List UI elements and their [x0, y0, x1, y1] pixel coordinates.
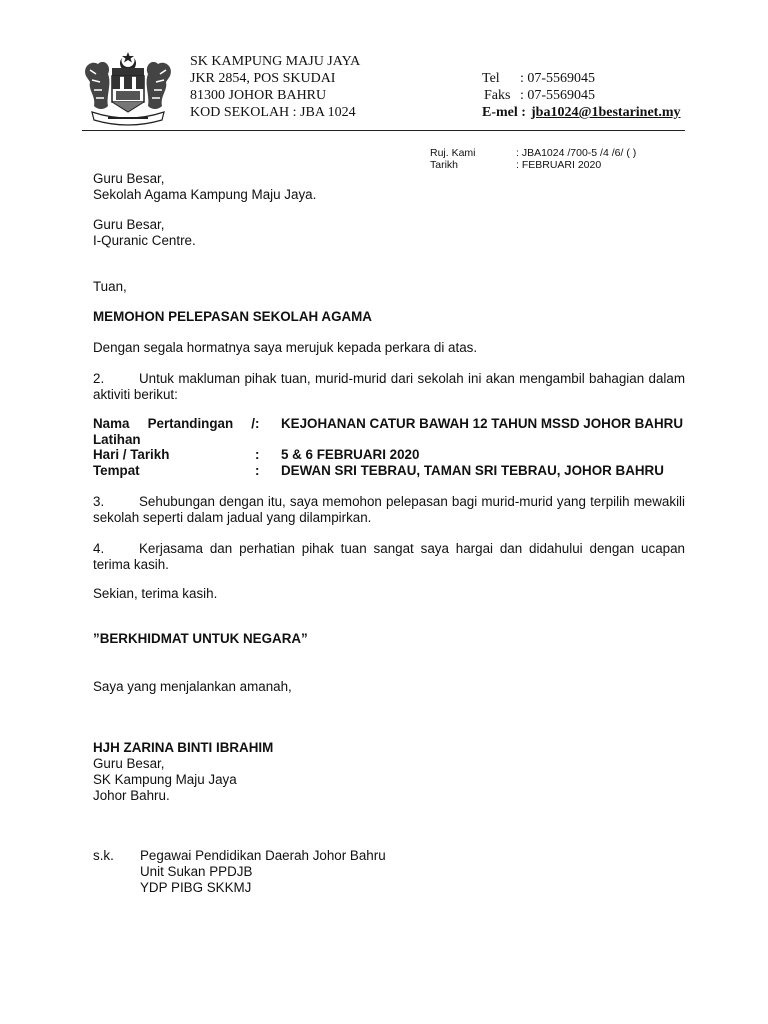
paragraph-3-number: 3.	[93, 494, 105, 509]
signatory-name: HJH ZARINA BINTI IBRAHIM	[93, 740, 274, 755]
paragraph-1: Dengan segala hormatnya saya merujuk kepada perkara di atas.	[93, 340, 478, 355]
tel-label: Tel	[482, 71, 500, 86]
paragraph-4-number: 4.	[93, 541, 105, 556]
date-label: Tarikh	[430, 159, 459, 171]
cc-item: YDP PIBG SKKMJ	[140, 880, 252, 895]
fax-label: Faks	[484, 88, 511, 103]
paragraph-4	[93, 541, 685, 572]
detail-label: Tempat	[93, 462, 140, 478]
school-code: KOD SEKOLAH : JBA 1024	[190, 105, 356, 120]
paragraph-4-text: Kerjasama dan perhatian pihak tuan sangat saya hargai dan didahului dengan ucapan terima kasih.	[93, 541, 685, 572]
ref-value: : JBA1024 /700-5 /4 /6/ ( )	[516, 147, 637, 159]
email-label: E-mel :	[482, 105, 526, 120]
salutation: Tuan,	[93, 279, 127, 294]
ref-label: Ruj. Kami	[430, 147, 476, 159]
signatory-school: SK Kampung Maju Jaya	[93, 772, 237, 787]
subject-heading: MEMOHON PELEPASAN SEKOLAH AGAMA	[93, 309, 372, 324]
recipient-1-title: Guru Besar,	[93, 171, 165, 186]
detail-value: KEJOHANAN CATUR BAWAH 12 TAHUN MSSD JOHOR BAHRU	[281, 416, 683, 431]
date-value: : FEBRUARI 2020	[516, 159, 602, 171]
paragraph-2	[93, 371, 685, 402]
detail-label: Hari / Tarikh	[93, 447, 170, 462]
address-line-2: 81300 JOHOR BAHRU	[190, 88, 327, 103]
paragraph-2-text: Untuk makluman pihak tuan, murid-murid dari sekolah ini akan mengambil bahagian dalam aktiviti berikut:	[93, 371, 685, 402]
detail-value: DEWAN SRI TEBRAU, TAMAN SRI TEBRAU, JOHOR BAHRU	[281, 462, 664, 478]
cc-item: Pegawai Pendidikan Daerah Johor Bahru	[140, 848, 386, 863]
recipient-2-org: I-Quranic Centre.	[93, 233, 196, 248]
detail-label: Nama Pertandingan / Latihan	[93, 416, 255, 447]
fax-value: : 07-5569045	[520, 88, 596, 103]
paragraph-2-number: 2.	[93, 371, 105, 386]
closing: Sekian, terima kasih.	[93, 586, 218, 601]
detail-separator: :	[255, 462, 260, 478]
motto: ”BERKHIDMAT UNTUK NEGARA”	[93, 631, 308, 646]
detail-separator: :	[255, 447, 260, 462]
paragraph-3-text: Sehubungan dengan itu, saya memohon pelepasan bagi murid-murid yang terpilih mewakili sekolah seperti dalam jadual yang dilampirkan.	[93, 494, 685, 525]
activity-details	[93, 416, 685, 478]
cc-item: Unit Sukan PPDJB	[140, 864, 253, 879]
detail-row-venue	[93, 463, 685, 479]
address-line-1: JKR 2854, POS SKUDAI	[190, 71, 336, 86]
coat-of-arms-icon	[78, 50, 178, 126]
letterhead-divider	[82, 130, 685, 131]
recipient-2-title: Guru Besar,	[93, 217, 165, 232]
tel-value: : 07-5569045	[520, 71, 596, 86]
trust-line: Saya yang menjalankan amanah,	[93, 679, 292, 694]
detail-value: 5 & 6 FEBRUARI 2020	[281, 447, 420, 462]
detail-row-competition	[93, 416, 685, 447]
signatory-city: Johor Bahru.	[93, 788, 170, 803]
cc-label: s.k.	[93, 848, 114, 863]
school-name: SK KAMPUNG MAJU JAYA	[190, 54, 361, 69]
paragraph-3	[93, 494, 685, 525]
email-link[interactable]: jba1024@1bestarinet.my	[531, 105, 681, 120]
detail-row-date	[93, 447, 685, 463]
signatory-title: Guru Besar,	[93, 756, 165, 771]
detail-separator: :	[255, 416, 260, 431]
recipient-1-org: Sekolah Agama Kampung Maju Jaya.	[93, 187, 317, 202]
